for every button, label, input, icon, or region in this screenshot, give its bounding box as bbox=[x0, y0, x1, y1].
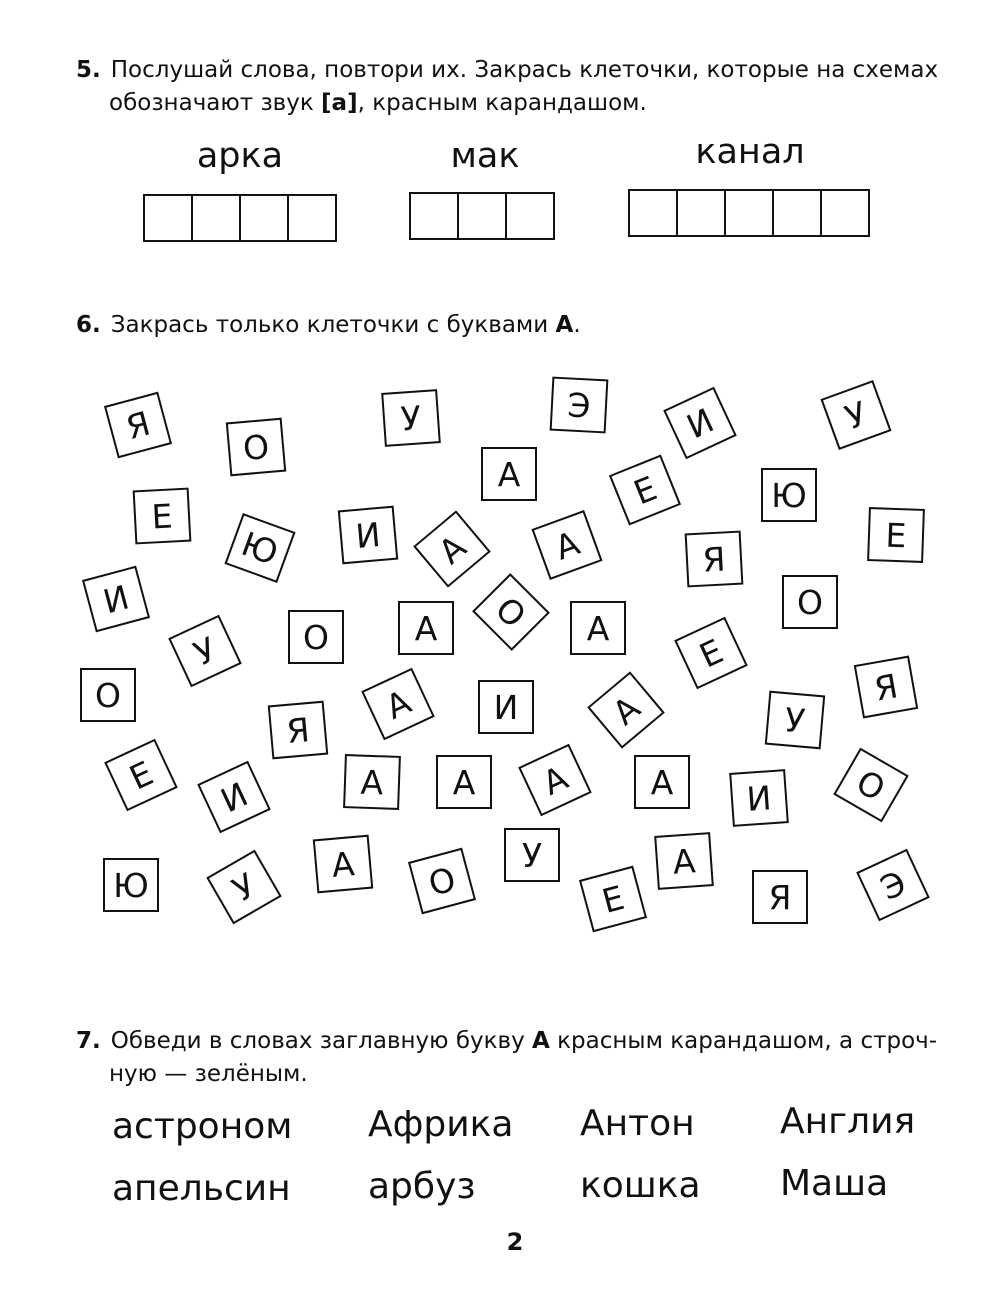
letter-tile[interactable]: Е bbox=[867, 507, 925, 563]
letter-tile[interactable]: А bbox=[343, 754, 401, 810]
word-item[interactable]: апельсин bbox=[112, 1168, 291, 1209]
scheme-cell[interactable] bbox=[411, 194, 459, 238]
letter-tile[interactable]: Ю bbox=[224, 513, 295, 583]
letter-tile[interactable]: А bbox=[361, 668, 435, 741]
letter-tile[interactable]: Я bbox=[854, 656, 919, 719]
letter-tile[interactable]: У bbox=[381, 389, 441, 447]
task-6-number: 6. bbox=[76, 312, 101, 338]
task-5-line-2b: , красным карандашом. bbox=[357, 90, 647, 116]
letter-tile[interactable]: У bbox=[168, 615, 242, 688]
word-item[interactable]: арбуз bbox=[368, 1166, 476, 1207]
letter-tile[interactable]: И bbox=[729, 769, 789, 827]
task-6-text-end: . bbox=[573, 312, 581, 338]
scheme-cell[interactable] bbox=[459, 194, 507, 238]
task-6-letter: А bbox=[555, 312, 574, 338]
letter-tile[interactable]: А bbox=[413, 510, 491, 587]
task-7-number: 7. bbox=[76, 1028, 101, 1054]
letter-tile[interactable]: Е bbox=[609, 454, 681, 525]
scheme-cell[interactable] bbox=[289, 196, 335, 240]
task-7-letter: А bbox=[532, 1028, 550, 1054]
letter-tile[interactable]: Я bbox=[104, 392, 172, 459]
scheme-word-1: арка bbox=[196, 136, 284, 176]
scheme-cell[interactable] bbox=[145, 196, 193, 240]
sound-scheme-1 bbox=[143, 194, 337, 242]
task-5-line-1: Послушай слова, повтори их. Закрась клеточки, которые на схемах bbox=[110, 57, 939, 83]
page-number: 2 bbox=[506, 1228, 524, 1256]
letter-tile[interactable]: И bbox=[82, 566, 150, 633]
letter-tile[interactable]: А bbox=[518, 744, 592, 817]
sound-scheme-3 bbox=[628, 189, 870, 237]
letter-tile[interactable]: Е bbox=[133, 488, 192, 545]
letter-tile[interactable]: И bbox=[478, 680, 534, 734]
task-7-line-2: ную — зелёным. bbox=[109, 1061, 308, 1087]
letter-tile[interactable]: О bbox=[408, 848, 476, 915]
letter-tile[interactable]: Е bbox=[674, 617, 748, 690]
letter-tile[interactable]: А bbox=[481, 447, 537, 501]
scheme-cell[interactable] bbox=[822, 191, 868, 235]
letter-tile[interactable]: А bbox=[531, 510, 602, 580]
word-item[interactable]: астроном bbox=[112, 1106, 293, 1147]
scheme-cell[interactable] bbox=[241, 196, 289, 240]
scheme-cell[interactable] bbox=[630, 191, 678, 235]
letter-tile[interactable]: О bbox=[833, 748, 908, 823]
letter-tile[interactable]: Э bbox=[550, 377, 609, 434]
letter-tile[interactable]: У bbox=[504, 828, 560, 882]
letter-tile[interactable]: У bbox=[820, 380, 891, 450]
letter-tile[interactable]: О bbox=[472, 573, 550, 651]
scheme-cell[interactable] bbox=[678, 191, 726, 235]
letter-tile[interactable]: Я bbox=[685, 531, 744, 588]
letter-tile[interactable]: И bbox=[338, 506, 398, 565]
letter-tile[interactable]: А bbox=[634, 755, 690, 809]
task-6-text: Закрась только клеточки с буквами bbox=[110, 312, 556, 338]
letter-tile[interactable]: О bbox=[288, 610, 344, 664]
letter-tile[interactable]: И bbox=[197, 761, 271, 834]
letter-tile[interactable]: Я bbox=[268, 701, 328, 760]
word-item[interactable]: кошка bbox=[580, 1165, 701, 1206]
scheme-cell[interactable] bbox=[774, 191, 822, 235]
letter-tile[interactable]: А bbox=[570, 601, 626, 655]
letter-tile[interactable]: О bbox=[782, 575, 838, 629]
task-5-line-2a: обозначают звук bbox=[109, 90, 322, 116]
scheme-cell[interactable] bbox=[726, 191, 774, 235]
letter-tile[interactable]: А bbox=[654, 832, 714, 890]
letter-tile[interactable]: Е bbox=[579, 866, 647, 933]
letter-tile[interactable]: И bbox=[663, 387, 737, 460]
letter-tile[interactable]: Ю bbox=[761, 468, 817, 522]
task-5-number: 5. bbox=[76, 57, 101, 83]
letter-tile[interactable]: У bbox=[765, 691, 825, 750]
task-7-line-1b: красным карандашом, а строч- bbox=[549, 1028, 938, 1054]
letter-tile[interactable]: О bbox=[226, 418, 286, 477]
letter-tile[interactable]: Е bbox=[104, 739, 178, 812]
sound-scheme-2 bbox=[409, 192, 555, 240]
letter-tile[interactable]: А bbox=[313, 835, 373, 894]
scheme-word-2: мак bbox=[450, 136, 520, 176]
letter-tile[interactable]: Я bbox=[752, 870, 808, 924]
word-item[interactable]: Африка bbox=[368, 1104, 514, 1145]
letter-tile[interactable]: А bbox=[398, 601, 454, 655]
word-item[interactable]: Англия bbox=[780, 1101, 916, 1142]
task-7-instruction bbox=[76, 1025, 937, 1091]
task-5-sound: [а] bbox=[321, 90, 358, 116]
letter-tile[interactable]: Э bbox=[856, 849, 930, 922]
task-5-instruction bbox=[76, 54, 938, 120]
scheme-cell[interactable] bbox=[507, 194, 553, 238]
task-6-instruction bbox=[76, 309, 581, 342]
word-item[interactable]: Маша bbox=[780, 1163, 889, 1204]
letter-tile[interactable]: О bbox=[80, 668, 136, 722]
word-item[interactable]: Антон bbox=[580, 1103, 695, 1144]
scheme-cell[interactable] bbox=[193, 196, 241, 240]
letter-tile[interactable]: Ю bbox=[103, 858, 159, 912]
letter-tile[interactable]: У bbox=[206, 850, 281, 925]
letter-tile[interactable]: А bbox=[436, 755, 492, 809]
letter-tile[interactable]: А bbox=[587, 671, 665, 748]
scheme-word-3: канал bbox=[695, 132, 805, 172]
task-7-line-1a: Обведи в словах заглавную букву bbox=[110, 1028, 533, 1054]
